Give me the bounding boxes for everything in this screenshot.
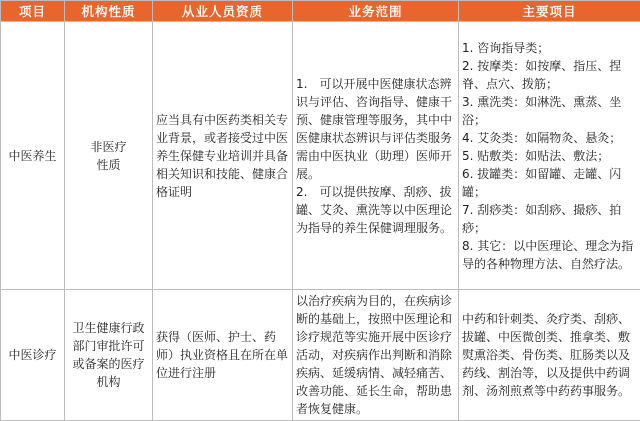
header-scope: 业务范围 bbox=[293, 1, 459, 22]
table-row bbox=[1, 22, 640, 290]
cell-scope: 以治疗疾病为目的，在疾病诊断的基础上，按照中医理论和诊疗规范等实施开展中医诊疗活动，对疾病作出判断和消除疾病、延缓病情、减轻痛苦、改善功能、延长生命，帮助患者恢复健康。 bbox=[293, 290, 459, 421]
header-qualification: 从业人员资质 bbox=[153, 1, 293, 22]
cell-items: 中药和针刺类、灸疗类、刮痧、拔罐、中医微创类、推拿类、敷熨熏浴类、骨伤类、肛肠类以及药线、割治等，以及提供中药调剂、汤剂煎煮等中药药事服务。 bbox=[459, 290, 640, 421]
cell-nature: 卫生健康行政部门审批许可或备案的医疗机构 bbox=[65, 290, 153, 421]
cell-project: 中医养生 bbox=[1, 22, 65, 290]
header-nature: 机构性质 bbox=[65, 1, 153, 22]
header-project: 项目 bbox=[1, 1, 65, 22]
header-items: 主要项目 bbox=[459, 1, 640, 22]
header-row bbox=[1, 1, 640, 22]
cell-qualification: 应当具有中医药类相关专业背景，或者接受过中医养生保健专业培训并具备相关知识和技能、健康合格证明 bbox=[153, 22, 293, 290]
cell-items: 1. 咨询指导类； 2. 按摩类：如按摩、指压、捏脊、点穴、拨筋； 3. 熏洗类：如淋洗、熏蒸、坐浴； 4. 艾灸类：如隔物灸、悬灸； 5. 贴敷类：如贴法、敷法； 6. 拔罐类：如留罐、走罐、闪罐； 7. 刮痧类：如刮痧、撮痧、拍痧； 8. 其它：以中医理论、理念为指导的各种物理方法、自然疗法。 bbox=[459, 22, 640, 290]
cell-scope: 1. 可以开展中医健康状态辨识与评估、咨询指导、健康干预、健康管理等服务，其中中医健康状态辨识与评估类服务需由中医执业（助理）医师开展。 2. 可以提供按摩、刮痧、拔罐、艾灸、熏洗等以中医理论为指导的养生保健调理服务。 bbox=[293, 22, 459, 290]
cell-nature: 非医疗 性质 bbox=[65, 22, 153, 290]
cell-qualification: 获得（医师、护士、药师）执业资格且在所在单位进行注册 bbox=[153, 290, 293, 421]
cell-project: 中医诊疗 bbox=[1, 290, 65, 421]
table-row bbox=[1, 290, 640, 421]
